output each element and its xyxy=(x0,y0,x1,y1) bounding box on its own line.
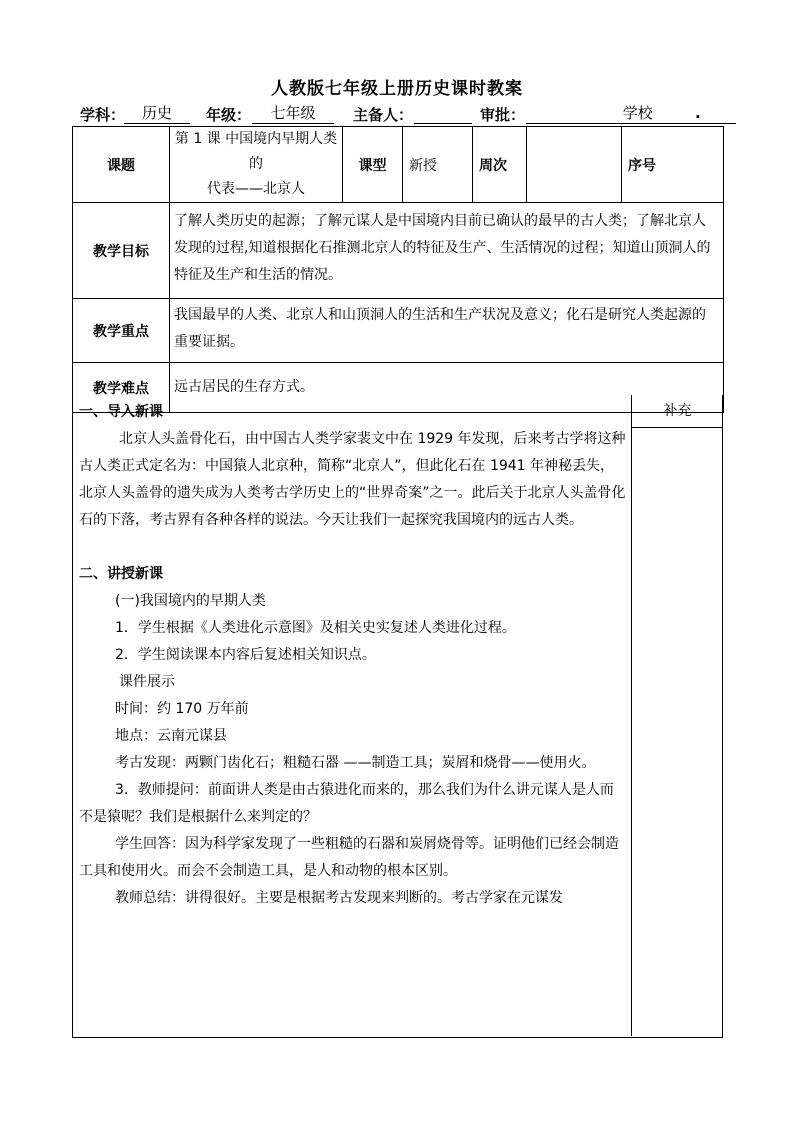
lesson-title-line1: 第 1 课 中国境内早期人类的 xyxy=(174,131,338,172)
lesson-label: 课题 xyxy=(73,127,170,203)
school-field[interactable]: 学校 xyxy=(594,104,736,124)
summary-text: 教师总结：讲得很好。主要是根据考古发现来判断的。考古学家在元谋发 xyxy=(115,890,563,906)
show-label: 课件展示 xyxy=(119,674,175,690)
item-1: 1．学生根据《人类进化示意图》及相关史实复述人类进化过程。 xyxy=(115,620,516,636)
key-row xyxy=(73,299,724,363)
document-title: 人教版七年级上册历史课时教案 xyxy=(271,79,523,99)
goal-label: 教学目标 xyxy=(73,203,170,299)
key-text: 我国最早的人类、北京人和山顶洞人的生活和生产状况及意义；化石是研究人类起源的重要证据。 xyxy=(170,299,724,363)
preparer-label: 主备人： xyxy=(353,106,414,124)
lesson-content xyxy=(73,395,631,1036)
reviewer-label: 审批： xyxy=(480,106,526,124)
lesson-body xyxy=(72,395,723,1038)
diff-label: 教学难点 xyxy=(73,363,170,413)
end-mark: . xyxy=(695,104,701,122)
subject-value: 历史 xyxy=(124,104,190,124)
grade-value: 七年级 xyxy=(252,104,334,124)
find-text: 考古发现：两颗门齿化石；粗糙石器 ——制造工具；炭屑和烧骨——使用火。 xyxy=(115,755,596,771)
column-divider xyxy=(631,395,632,1036)
info-line xyxy=(72,104,724,126)
key-label: 教学重点 xyxy=(73,299,170,363)
preparer-value[interactable] xyxy=(414,104,472,124)
lesson-row xyxy=(73,127,724,203)
goal-text: 了解人类历史的起源；了解元谋人是中国境内目前已确认的最早的古人类；了解北京人发现的过程,知道根据化石推测北京人的特征及生产、生活情况的过程；知道山顶洞人的特征及生产和生活的情况。 xyxy=(170,203,724,299)
item-2: 2．学生阅读课本内容后复述相关知识点。 xyxy=(115,647,376,663)
seq-label: 序号 xyxy=(622,127,724,203)
lesson-title xyxy=(170,127,343,203)
section1-paragraph: 北京人头盖骨化石，由中国古人类学家裴文中在 1929 年发现，后来考古学将这种古人类正式定名为：中国猿人北京种，简称“北京人”，但此化石在 1941 年神秘丢失，北京人头盖骨的遗失成为人类考古学历史上的“世界奇案”之一。此后关于北京人头盖骨化石的下落，考古界有各种各样的说法。今天让我们一起探究我国境内的远古人类。 xyxy=(79,431,626,528)
spacer xyxy=(79,534,627,561)
place-text: 地点：云南元谋县 xyxy=(115,728,227,744)
subject-label: 学科： xyxy=(80,106,126,124)
subsection-title: (一)我国境内的早期人类 xyxy=(115,593,266,609)
lesson-table xyxy=(72,126,724,413)
lesson-title-line2: 代表——北京人 xyxy=(207,181,305,197)
week-value[interactable] xyxy=(527,127,622,203)
grade-label: 年级： xyxy=(206,106,252,124)
goal-row xyxy=(73,203,724,299)
diff-text: 远古居民的生存方式。 xyxy=(170,363,724,413)
item-3: 3．教师提问：前面讲人类是由古猿进化而来的，那么我们为什么讲元谋人是人而不是猿呢？我们是根据什么来判定的？ xyxy=(79,782,614,825)
supplement-label: 补充 xyxy=(632,395,723,428)
time-text: 时间：约 170 万年前 xyxy=(115,701,249,717)
type-label: 课型 xyxy=(343,127,403,203)
section1-title: 一、导入新课 xyxy=(79,404,163,420)
reviewer-value[interactable] xyxy=(526,104,594,124)
type-value: 新授 xyxy=(403,127,473,203)
section2-title: 二、讲授新课 xyxy=(79,566,163,582)
answer-text: 学生回答：因为科学家发现了一些粗糙的石器和炭屑烧骨等。证明他们已经会制造工具和使用火。而会不会制造工具，是人和动物的根本区别。 xyxy=(79,836,619,879)
week-label: 周次 xyxy=(473,127,527,203)
